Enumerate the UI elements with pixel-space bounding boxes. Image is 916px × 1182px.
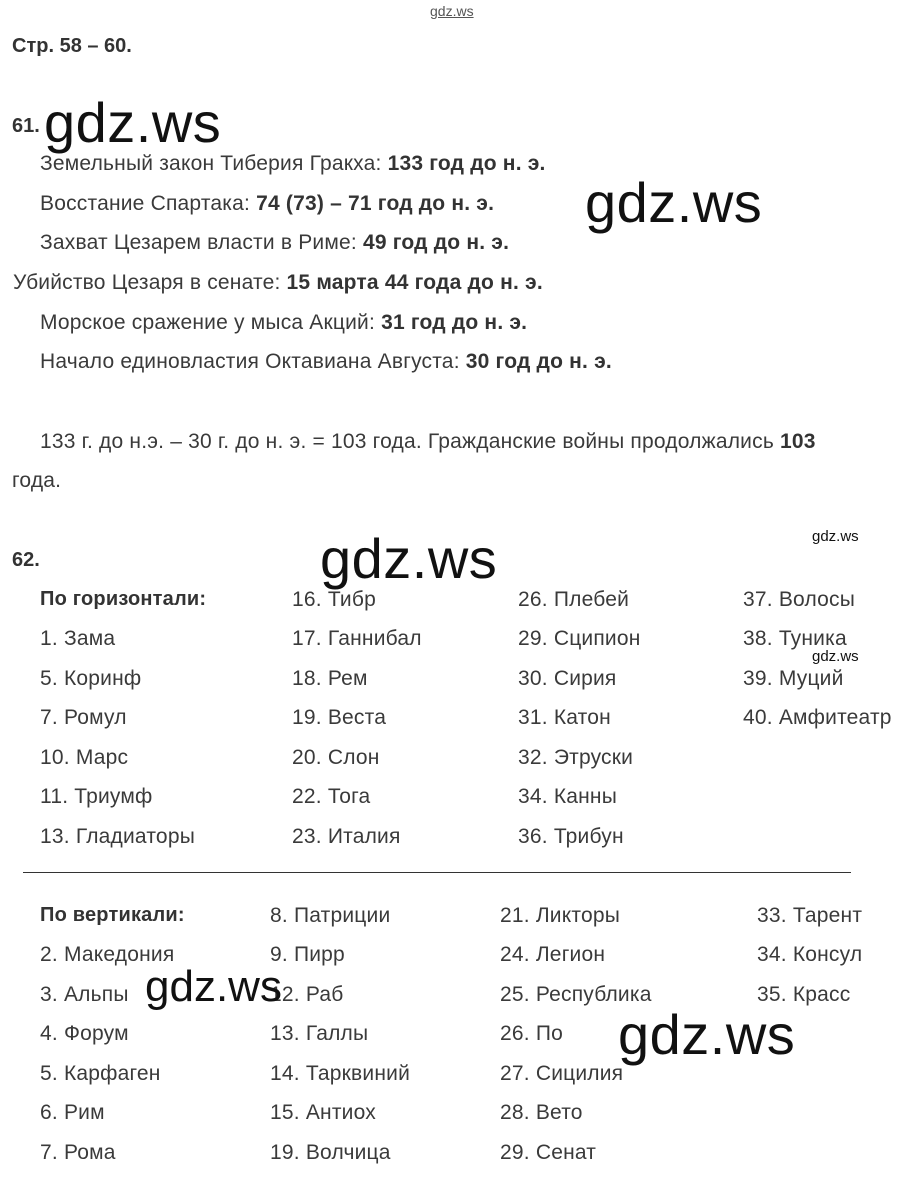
- list-item: 7. Ромул: [40, 706, 127, 729]
- list-item: 31. Катон: [518, 706, 611, 729]
- calc-result: 103: [780, 430, 816, 453]
- event-label: Восстание Спартака:: [40, 192, 257, 215]
- list-item: 30. Сирия: [518, 667, 617, 690]
- event-date: 74 (73) – 71 год до н. э.: [256, 192, 495, 215]
- list-item: 27. Сицилия: [500, 1062, 624, 1085]
- event-date: 15 марта 44 года до н. э.: [286, 271, 543, 294]
- list-item: 36. Трибун: [518, 825, 624, 848]
- list-item: 35. Красс: [757, 983, 851, 1006]
- watermark: gdz.ws: [812, 648, 859, 665]
- list-item: 13. Галлы: [270, 1022, 369, 1045]
- list-item: 34. Консул: [757, 943, 863, 966]
- list-item: 40. Амфитеатр: [743, 706, 892, 729]
- event-line: [40, 311, 527, 335]
- list-item: 8. Патриции: [270, 904, 391, 927]
- event-label: Захват Цезарем власти в Риме:: [40, 231, 363, 254]
- event-line: [40, 231, 509, 255]
- task-61-number: 61.: [12, 115, 40, 137]
- event-date: 30 год до н. э.: [465, 350, 612, 373]
- list-item: 24. Легион: [500, 943, 606, 966]
- list-item: 21. Ликторы: [500, 904, 620, 927]
- watermark: gdz.ws: [320, 527, 498, 590]
- list-item: 23. Италия: [292, 825, 401, 848]
- watermark: gdz.ws: [585, 171, 763, 234]
- event-line: [40, 152, 546, 176]
- event-label: Убийство Цезаря в сенате:: [13, 271, 287, 294]
- list-item: 39. Муций: [743, 667, 844, 690]
- list-item: 10. Марс: [40, 746, 129, 769]
- list-item: 15. Антиох: [270, 1101, 376, 1124]
- list-item: 4. Форум: [40, 1022, 129, 1045]
- list-item: 3. Альпы: [40, 983, 129, 1006]
- event-date: 31 год до н. э.: [381, 311, 528, 334]
- event-label: Начало единовластия Октавиана Августа:: [40, 350, 466, 373]
- list-item: 32. Этруски: [518, 746, 634, 769]
- list-item: 19. Веста: [292, 706, 387, 729]
- list-item: 13. Гладиаторы: [40, 825, 195, 848]
- list-item: 1. Зама: [40, 627, 116, 650]
- list-item: 17. Ганнибал: [292, 627, 422, 650]
- section-divider: [23, 872, 851, 873]
- list-item: 34. Канны: [518, 785, 618, 808]
- list-item: 11. Триумф: [40, 785, 153, 808]
- page-range: Стр. 58 – 60.: [12, 35, 132, 57]
- list-item: 29. Сенат: [500, 1141, 597, 1164]
- list-item: 29. Сципион: [518, 627, 641, 650]
- event-line: [13, 271, 543, 295]
- horizontal-heading: По горизонтали:: [40, 588, 207, 610]
- list-item: 2. Македония: [40, 943, 175, 966]
- watermark: gdz.ws: [44, 91, 222, 154]
- list-item: 20. Слон: [292, 746, 380, 769]
- list-item: 14. Тарквиний: [270, 1062, 411, 1085]
- watermark-top[interactable]: gdz.ws: [430, 3, 474, 19]
- list-item: 12. Раб: [270, 983, 344, 1006]
- list-item: 22. Тога: [292, 785, 371, 808]
- list-item: 38. Туника: [743, 627, 847, 650]
- list-item: 6. Рим: [40, 1101, 105, 1124]
- list-item: 5. Коринф: [40, 667, 142, 690]
- list-item: 33. Тарент: [757, 904, 863, 927]
- list-item: 18. Рем: [292, 667, 368, 690]
- list-item: 19. Волчица: [270, 1141, 391, 1164]
- list-item: 26. По: [500, 1022, 564, 1045]
- list-item: 16. Тибр: [292, 588, 376, 611]
- event-date: 49 год до н. э.: [362, 231, 510, 254]
- list-item: 26. Плебей: [518, 588, 630, 611]
- event-line: [40, 192, 494, 216]
- event-label: Земельный закон Тиберия Гракха:: [40, 152, 388, 175]
- event-line: [40, 350, 612, 374]
- task-62-number: 62.: [12, 549, 40, 571]
- list-item: 37. Волосы: [743, 588, 856, 611]
- list-item: 7. Рома: [40, 1141, 116, 1164]
- event-label: Морское сражение у мыса Акций:: [40, 311, 382, 334]
- calc-line: [40, 430, 816, 454]
- watermark: gdz.ws: [145, 962, 282, 1011]
- calc-text: 133 г. до н.э. – 30 г. до н. э. = 103 года. Гражданские войны продолжались: [40, 430, 780, 453]
- watermark: gdz.ws: [812, 528, 859, 545]
- list-item: 28. Вето: [500, 1101, 583, 1124]
- list-item: 5. Карфаген: [40, 1062, 161, 1085]
- event-date: 133 год до н. э.: [387, 152, 546, 175]
- calc-tail: года.: [12, 469, 62, 492]
- vertical-heading: По вертикали:: [40, 904, 185, 926]
- watermark: gdz.ws: [618, 1003, 796, 1066]
- list-item: 9. Пирр: [270, 943, 345, 966]
- list-item: 25. Республика: [500, 983, 652, 1006]
